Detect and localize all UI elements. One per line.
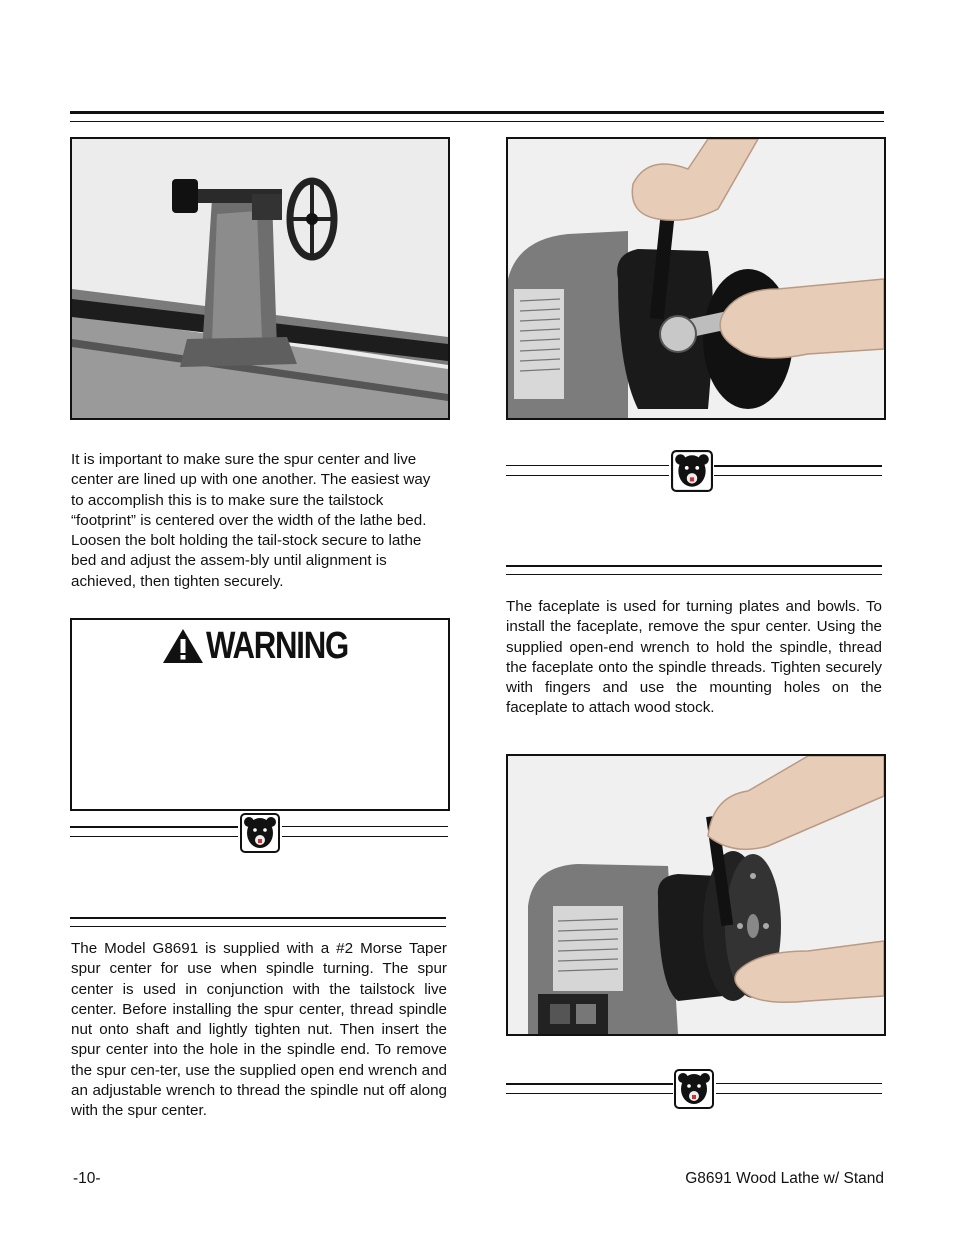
bear-logo-icon [674, 1069, 714, 1109]
faceplate-install-photo [506, 754, 886, 1036]
right-divider2-rule-top-left [506, 1083, 673, 1085]
left-divider-rule-bottom-right [282, 836, 448, 837]
left-divider-rule-top [70, 826, 238, 828]
header-rule-thin [70, 121, 884, 122]
left-divider-rule-bottom [70, 836, 238, 837]
wrench-spindle-photo [506, 137, 886, 420]
warning-triangle-icon [162, 628, 204, 664]
right-section-rule-thin [506, 574, 882, 575]
right-divider2-rule-bottom-left [506, 1093, 673, 1094]
faceplate-paragraph: The faceplate is used for turning plates and bowls. To install the faceplate, remove the spur center. Using the supplied open-end wrench to hold the spindle, thread the faceplate onto the spindle threads. Tighten securely with fingers and use the mounting holes on the faceplate to attach wood stock. [506, 598, 882, 717]
spur-center-paragraph: The Model G8691 is supplied with a #2 Morse Taper spur center for use when spindle turning. The spur center is used in conjunction with the tailstock live center. Before installing the spur center, thread spindle nut onto shaft and lightly tighten nut. Then insert the spur center into the hole in the spindle end. To remove the spur cen-ter, use the supplied open end wrench and an adjustable wrench to thread the spindle nut off along with the spur center. [71, 940, 447, 1120]
bear-logo-icon [240, 813, 280, 853]
tailstock-photo [70, 137, 450, 420]
warning-label: WARNING [206, 625, 348, 667]
model-title: G8691 Wood Lathe w/ Stand [685, 1170, 884, 1187]
page-number: -10- [73, 1170, 101, 1187]
left-section-rule-thin [70, 926, 446, 927]
left-section-rule-thick [70, 917, 446, 919]
right-divider2-rule-top-right [716, 1083, 882, 1084]
right-divider2-rule-bottom-right [716, 1093, 882, 1094]
bear-logo-icon [671, 450, 713, 492]
right-divider-rule-top-left [506, 465, 669, 466]
right-divider-rule-bottom-left [506, 475, 669, 476]
warning-header [162, 626, 379, 666]
right-section-rule-thick [506, 565, 882, 567]
left-divider-rule-top-right [282, 826, 448, 827]
alignment-paragraph: It is important to make sure the spur center and live center are lined up with one another. The easiest way to accomplish this is to make sure the tailstock “footprint” is centered over the width of the lathe bed. Loosen the bolt holding the tail-stock secure to lathe bed and adjust the assem-bly until alignment is achieved, then tighten securely. [71, 451, 431, 590]
right-divider-rule-top-right [714, 465, 882, 467]
right-divider-rule-bottom-right [714, 475, 882, 476]
warning-box [70, 618, 450, 811]
header-rule-thick [70, 111, 884, 114]
